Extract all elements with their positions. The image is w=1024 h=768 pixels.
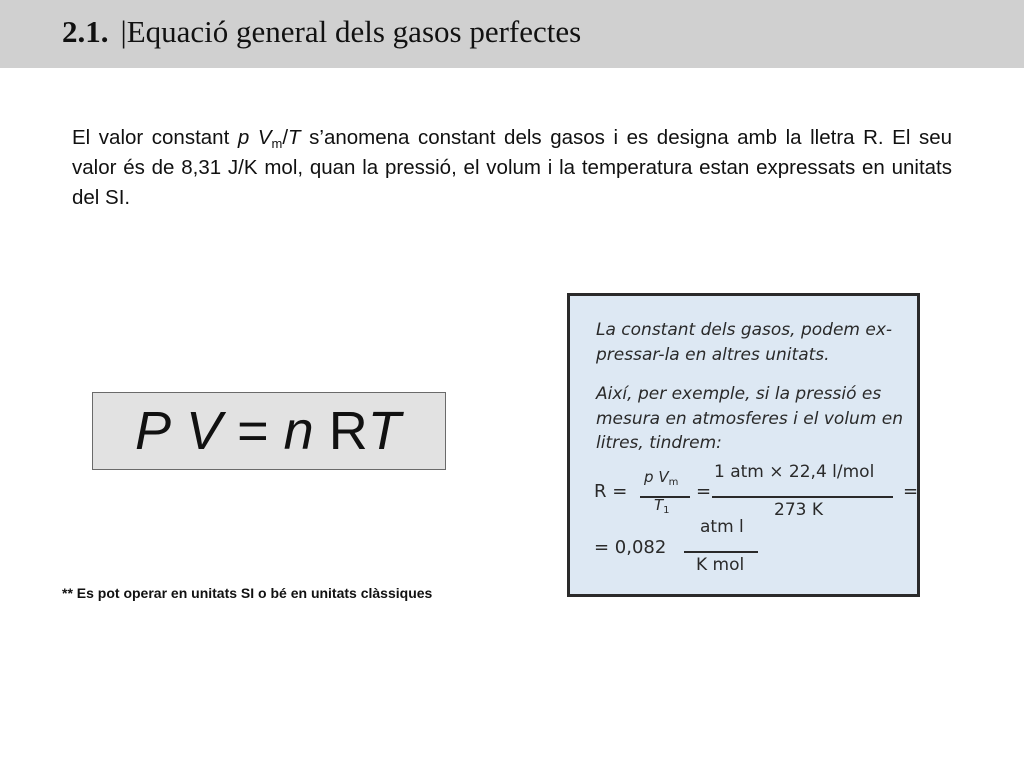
intro-text-end: s’anomena constant dels gasos i es designa amb la lletra R. El seu valor és de 8,31 J/K mol, quan la pressió, el volum i la temperatura estan expressats en unitats del SI.: [72, 126, 952, 209]
eq-equals: =: [237, 401, 269, 461]
formula-m-subscript: m: [668, 477, 679, 488]
formula-equals-1: =: [696, 481, 712, 502]
slide-title: [62, 14, 581, 50]
eq-n: n: [283, 401, 314, 461]
formula-denominator-1: 273 K: [774, 500, 823, 520]
eq-r: R: [328, 401, 368, 461]
formula-pvm: [644, 468, 678, 486]
gas-constant-formula: [570, 458, 923, 598]
formula-numerator-2: atm l: [700, 517, 744, 537]
slash: /: [282, 126, 289, 149]
ideal-gas-equation: [135, 401, 401, 461]
gas-constant-box: [567, 293, 920, 597]
intro-text-start: El valor constant: [72, 126, 238, 149]
formula-t1: [654, 496, 670, 514]
var-t: T: [288, 126, 301, 149]
formula-1-subscript: 1: [663, 505, 670, 516]
eq-v: V: [186, 401, 223, 461]
intro-paragraph: [72, 123, 952, 213]
ideal-gas-equation-box: [92, 392, 446, 470]
formula-v: V: [658, 468, 669, 486]
formula-equals-2: =: [903, 481, 919, 502]
footnote: ** Es pot operar en unitats SI o bé en unitats clàssiques: [62, 585, 433, 601]
section-number: 2.1.: [62, 14, 109, 49]
var-m-subscript: m: [271, 136, 283, 151]
var-p: p: [237, 126, 250, 149]
formula-t: T: [654, 496, 664, 514]
title-label: Equació general dels gasos perfectes: [126, 14, 582, 49]
eq-p: P: [135, 401, 172, 461]
fraction-bar-3: [684, 551, 758, 553]
var-v: V: [257, 126, 272, 149]
sidebox-paragraph-1: La constant dels gasos, podem ex-pressar-la en altres unitats.: [596, 320, 893, 365]
formula-numerator-1: 1 atm × 22,4 l/mol: [714, 462, 875, 482]
fraction-bar-2: [712, 496, 893, 498]
sidebox-paragraph-2: Així, per exemple, si la pressió es mesura en atmosferes i el volum en litres, tindrem:: [596, 384, 904, 453]
title-separator: |: [120, 14, 127, 49]
eq-t: T: [367, 401, 401, 461]
formula-result: = 0,082: [594, 537, 667, 558]
title-bar: [0, 0, 1024, 68]
formula-r-equals: R =: [594, 481, 628, 502]
formula-denominator-2: K mol: [696, 555, 745, 575]
formula-p: p: [644, 468, 654, 486]
